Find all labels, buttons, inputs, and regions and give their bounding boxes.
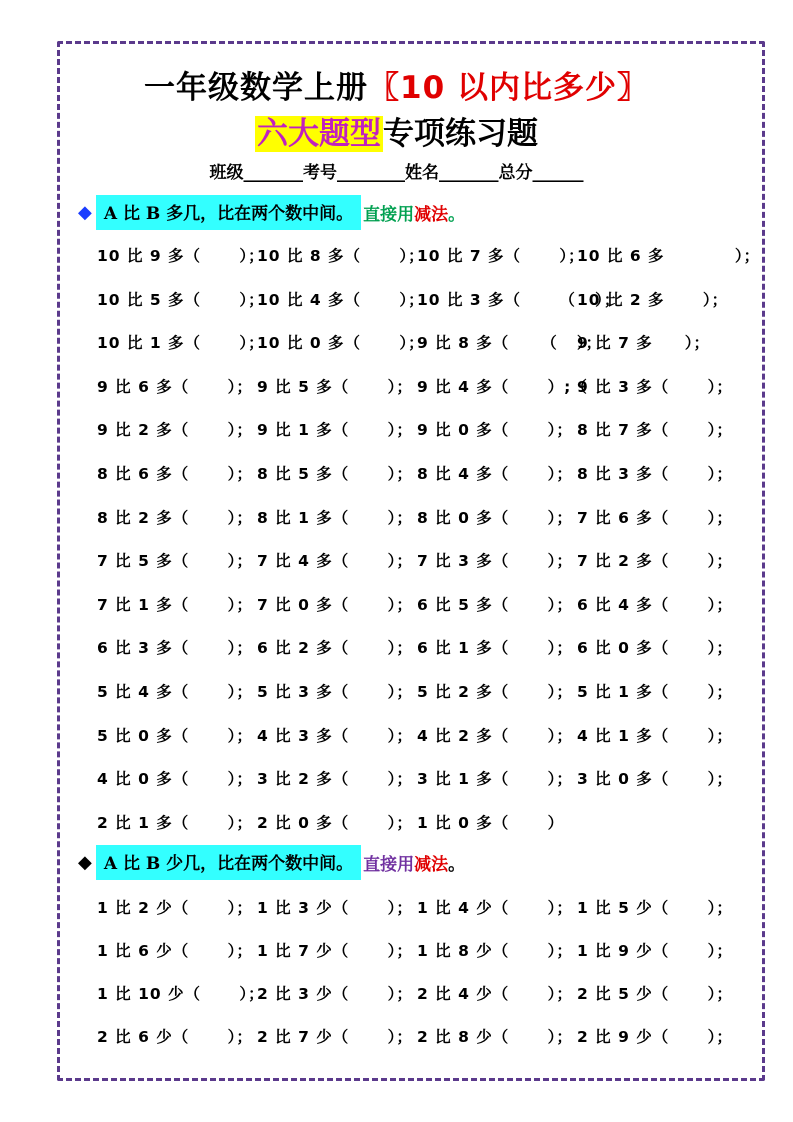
section-hint: 直接用 [363,855,415,875]
exercise-item: 6 比 0 多（ ）； [577,639,733,658]
exercise-row [97,327,747,357]
exercise-item: 9 比 7 多 ）； [577,334,710,353]
exercise-item: 7 比 3 多（ ）； [417,552,573,571]
exercise-row [97,935,747,965]
exercise-item: 10 比 9 多（ ）； [97,247,265,265]
section-hint: 直接用 [363,205,415,225]
exercise-row [97,414,747,444]
exercise-item: 5 比 4 多（ ）； [97,683,253,701]
exercise-item: 1 比 10 少（ ）； [97,985,265,1003]
exercise-item: 10 比 3 多（ （ ）； [417,290,621,309]
exercise-item: 4 比 3 多（ ）； [257,726,413,745]
exercise-item: 9 比 1 多（ ）； [257,421,413,440]
exercise-item: 1 比 5 少（ ）； [577,899,733,917]
exercise-item: 2 比 5 少（ ）； [577,985,733,1003]
exercise-item: 10 比 6 多 ）； [577,247,761,265]
section-hint-method: 减法 [414,205,449,225]
exercise-item: 8 比 0 多（ ）； [417,508,573,527]
exercise-item: 8 比 7 多（ ）； [577,421,733,440]
exercise-item: 2 比 3 少（ ）； [257,985,413,1003]
section-hint-end: 。 [448,205,466,225]
section-heading-less [78,845,465,880]
exercise-row [97,284,747,314]
exercise-item: 5 比 0 多（ ）； [97,726,253,745]
exercise-item: 5 比 1 多（ ）； [577,683,733,701]
exercise-item: 9 比 3 多（ ）； [577,377,733,396]
exercise-item: 1 比 4 少（ ）； [417,899,573,917]
title-bracket: 〖10 以内比多少〗 [368,70,649,106]
exercise-item: 1 比 9 少（ ）； [577,942,733,960]
exercise-item: 3 比 1 多（ ）； [417,770,573,789]
student-info-line: 班级_______考号________姓名_______总分______ [209,163,584,183]
exercise-item: 7 比 4 多（ ）； [257,552,413,571]
exercise-item: 7 比 5 多（ ）； [97,552,253,571]
exercise-item: 6 比 1 多（ ）； [417,639,573,658]
exercise-row [97,632,747,662]
exercise-item: 10 比 7 多（ ）； [417,247,585,265]
exercise-row [97,458,747,488]
exercise-item: 9 比 0 多（ ）； [417,421,573,440]
exercise-item: 8 比 1 多（ ）； [257,508,413,527]
exercise-item: 3 比 0 多（ ）； [577,770,733,789]
exercise-item: 8 比 5 多（ ）； [257,465,413,483]
exercise-item: 6 比 3 多（ ）； [97,639,253,658]
section-hint-end: 。 [448,855,466,875]
exercise-item: 1 比 3 少（ ）； [257,899,413,917]
exercise-item: 6 比 2 多（ ）； [257,639,413,658]
exercise-item: 9 比 2 多（ ）； [97,421,253,440]
exercise-item: 2 比 1 多（ ）； [97,813,253,832]
section-heading-box: A 比 B 多几，比在两个数中间。 [96,195,361,230]
exercise-row [97,807,747,837]
exercise-row [97,892,747,922]
exercise-item: 9 比 4 多（ ）;（ [417,377,588,396]
exercise-item: 3 比 2 多（ ）； [257,770,413,789]
subtitle-rest: 专项练习题 [383,116,538,152]
exercise-item: 6 比 4 多（ ）； [577,595,733,614]
exercise-item: 8 比 3 多（ ）； [577,465,733,483]
exercise-item: 1 比 6 少（ ）； [97,942,253,960]
exercise-item: 10 比 1 多（ ）； [97,334,265,353]
exercise-item: 5 比 2 多（ ）； [417,683,573,701]
exercise-item: 10 比 2 多 ）； [577,290,729,309]
exercise-item: 1 比 8 少（ ）； [417,942,573,960]
exercise-item: 1 比 0 多（ ） [417,813,565,832]
section-hint-method: 减法 [414,855,449,875]
page-subtitle [0,108,793,153]
exercise-row [97,1021,747,1051]
exercise-item: 7 比 2 多（ ）； [577,552,733,571]
exercise-item: 2 比 9 少（ ）； [577,1028,733,1046]
exercise-item: 10 比 0 多（ ）； [257,334,425,353]
diamond-icon: ◆ [78,852,92,873]
exercise-row [97,676,747,706]
exercise-item: 8 比 6 多（ ）； [97,465,253,483]
exercise-item: 9 比 6 多（ ）； [97,377,253,396]
exercise-item: 7 比 1 多（ ）； [97,595,253,614]
exercise-item: 9 比 5 多（ ）； [257,377,413,396]
exercise-item: 4 比 2 多（ ）； [417,726,573,745]
exercise-item: 10 比 5 多（ ）； [97,290,265,309]
exercise-row [97,720,747,750]
exercise-row [97,502,747,532]
exercise-row [97,589,747,619]
exercise-item: 2 比 4 少（ ）； [417,985,573,1003]
exercise-item: 6 比 5 多（ ）； [417,595,573,614]
exercise-item: 7 比 0 多（ ）； [257,595,413,614]
section-heading-more [78,195,465,230]
page-title [0,62,793,107]
exercise-item: 7 比 6 多（ ）； [577,508,733,527]
section-heading-box: A 比 B 少几，比在两个数中间。 [96,845,361,880]
exercise-item: 8 比 2 多（ ）； [97,508,253,527]
exercise-row [97,240,761,270]
diamond-icon: ◆ [78,202,92,223]
exercise-item: 2 比 6 少（ ）； [97,1028,253,1046]
exercise-item: 2 比 8 少（ ）； [417,1028,573,1046]
exercise-item: 5 比 3 多（ ）； [257,683,413,701]
exercise-item: 10 比 4 多（ ）； [257,290,425,309]
exercise-item: 10 比 8 多（ ）； [257,247,425,265]
exercise-row [97,545,747,575]
exercise-item: 2 比 0 多（ ）； [257,813,413,832]
exercise-row [97,763,747,793]
exercise-item: 2 比 7 少（ ）； [257,1028,413,1046]
exercise-item: 9 比 8 多（ （ ）； [417,334,603,353]
title-main: 一年级数学上册 [144,70,369,106]
subtitle-highlight: 六大题型 [257,116,381,152]
exercise-item: 4 比 1 多（ ）； [577,726,733,745]
exercise-item: 1 比 2 少（ ）； [97,899,253,917]
exercise-row [97,978,747,1008]
exercise-item: 8 比 4 多（ ）； [417,465,573,483]
exercise-row [97,371,747,401]
exercise-item: 4 比 0 多（ ）； [97,770,253,789]
exercise-item: 1 比 7 少（ ）； [257,942,413,960]
